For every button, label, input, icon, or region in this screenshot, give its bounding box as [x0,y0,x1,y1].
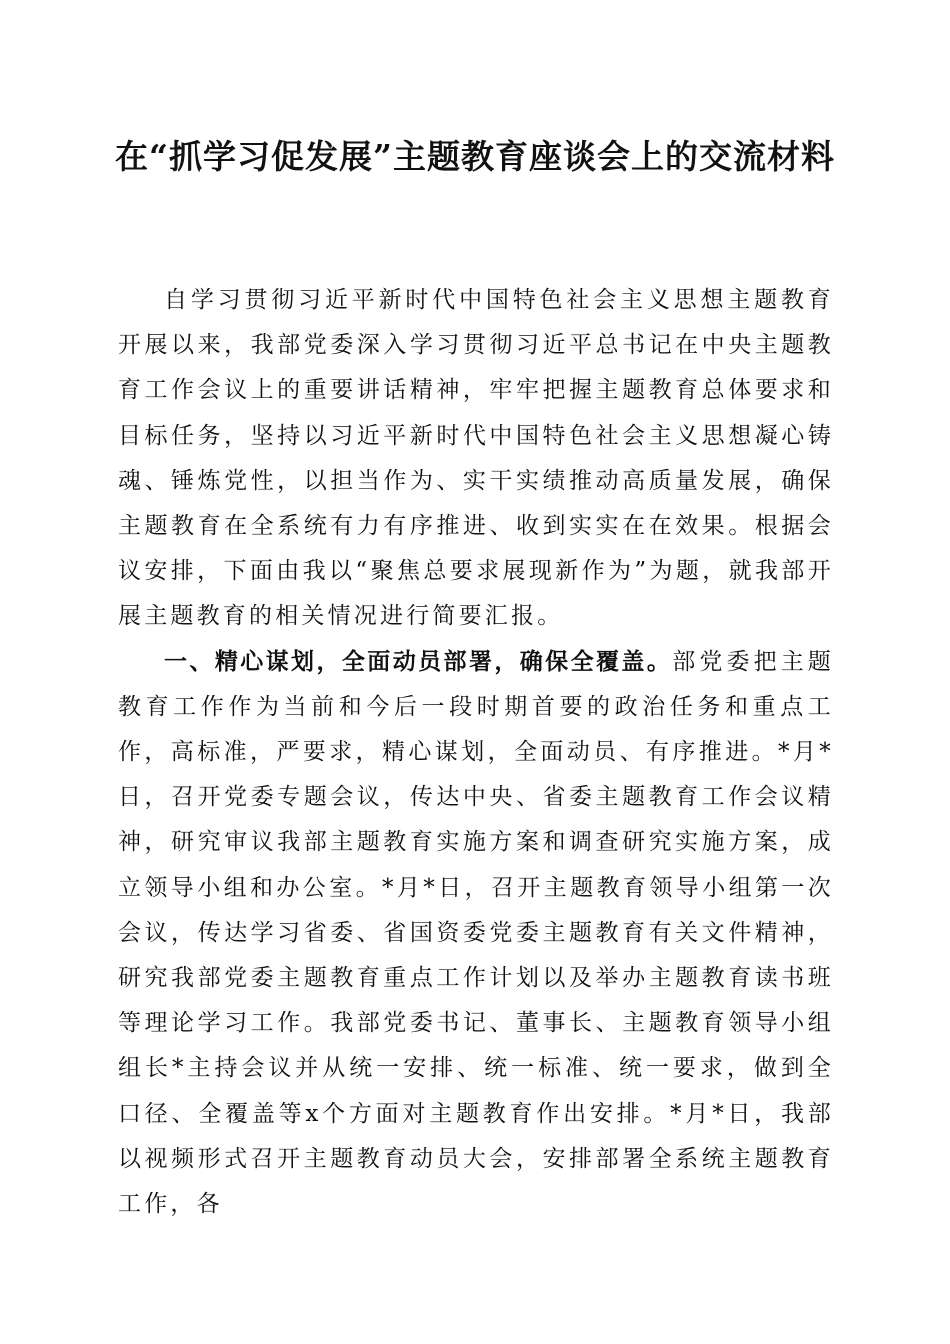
document-title: 在“抓学习促发展”主题教育座谈会上的交流材料 [115,137,835,176]
section-one-heading: 一、精心谋划，全面动员部署，确保全覆盖。 [164,648,673,675]
section-one-text: 部党委把主题教育工作作为当前和今后一段时期首要的政治任务和重点工作，高标准，严要求，精心谋划，全面动员、有序推进。*月*日，召开党委专题会议，传达中央、省委主题教育工作会议精神，研究审议我部主题教育实施方案和调查研究实施方案，成立领导小组和办公室。*月*日，召开主题教育领导小组第一次会议，传达学习省委、省国资委党委主题教育有关文件精神，研究我部党委主题教育重点工作计划以及举办主题教育读书班等理论学习工作。我部党委书记、董事长、主题教育领导小组组长*主持会议并从统一安排、统一标准、统一要求，做到全口径、全覆盖等x个方面对主题教育作出安排。*月*日，我部以视频形式召开主题教育动员大会，安排部署全系统主题教育工作，各 [118,648,835,1218]
section-one-paragraph [118,640,834,1228]
intro-paragraph-text: 自学习贯彻习近平新时代中国特色社会主义思想主题教育开展以来，我部党委深入学习贯彻习近平总书记在中央主题教育工作会议上的重要讲话精神，牢牢把握主题教育总体要求和目标任务，坚持以习近平新时代中国特色社会主义思想凝心铸魂、锤炼党性，以担当作为、实干实绩推动高质量发展，确保主题教育在全系统有力有序推进、收到实实在在效果。根据会议安排，下面由我以“聚焦总要求展现新作为”为题，就我部开展主题教育的相关情况进行简要汇报。 [118,287,834,630]
intro-paragraph [118,278,834,640]
document-body [118,278,834,1227]
